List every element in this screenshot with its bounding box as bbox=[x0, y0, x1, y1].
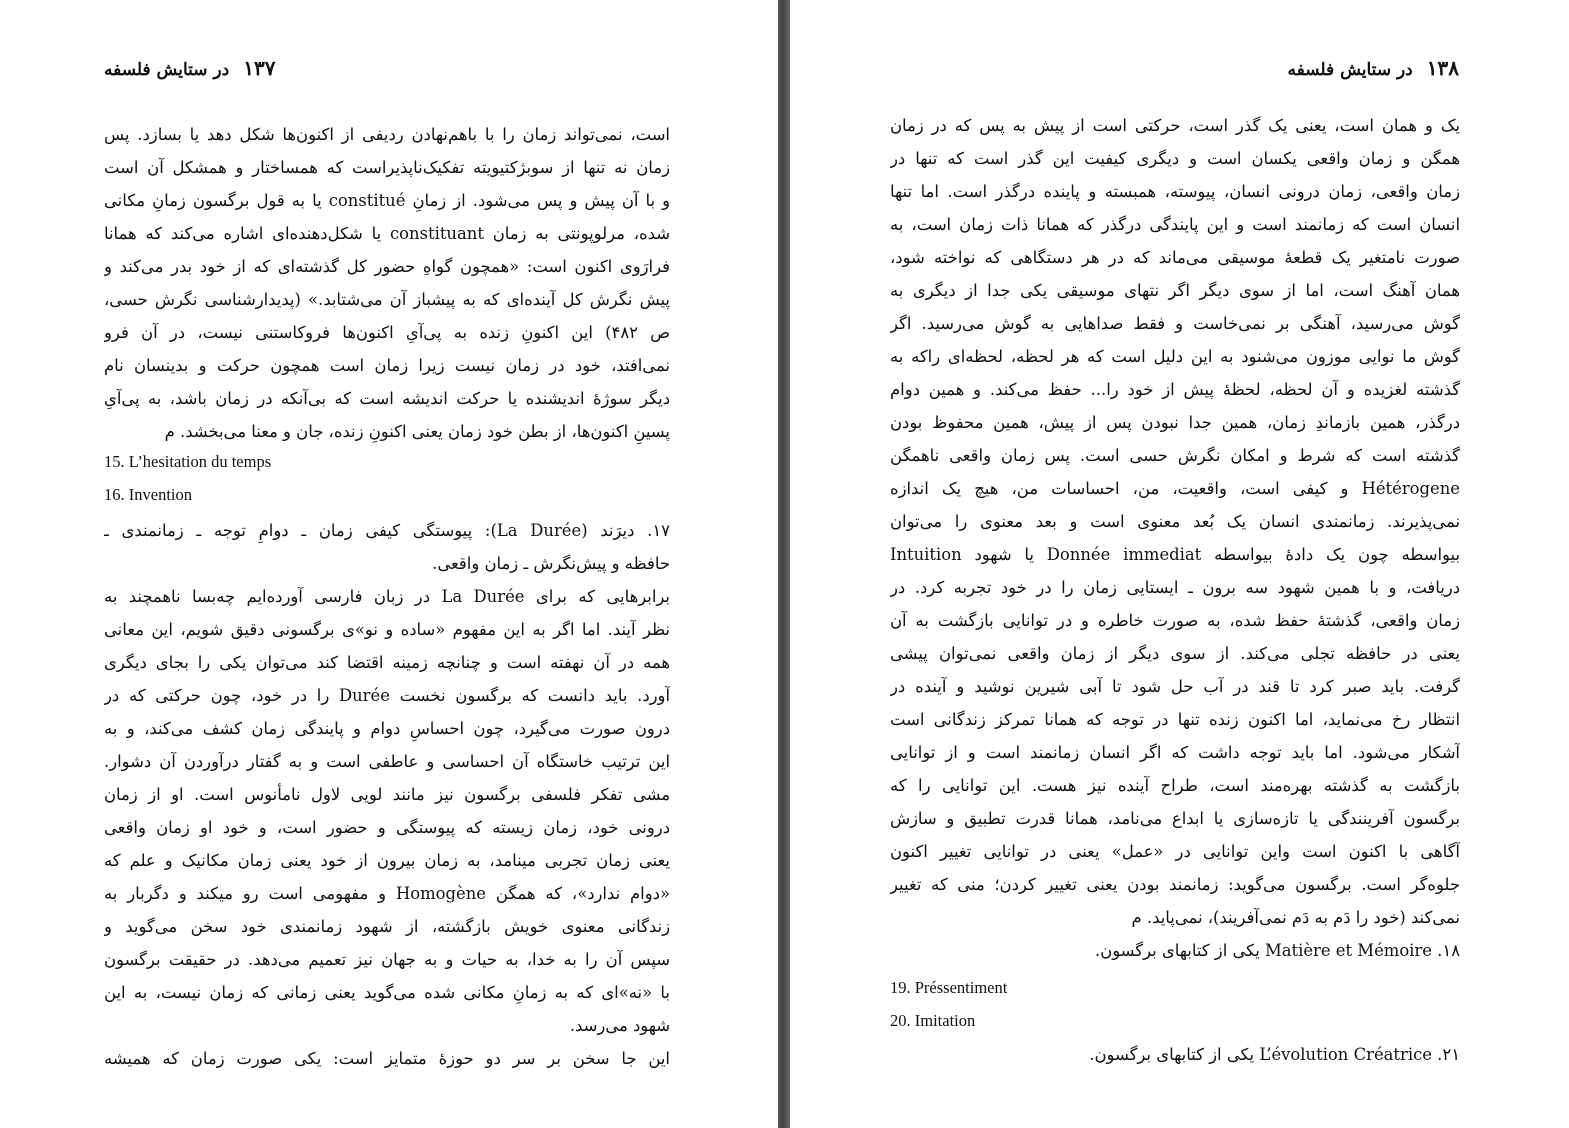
text-line: درون صورت می‌گیرد، چون احساسِ دوام و پایندگی زمان کشف می‌کند، و به bbox=[104, 719, 670, 738]
text-line: شده، مرلوپونتی به زمان constituant یا شکل‌دهنده‌ای اشاره می‌کند که همانا bbox=[104, 224, 670, 243]
running-title: در ستایش فلسفه bbox=[1287, 60, 1413, 80]
text-line: این ترتیب خاستگاه آن احساسی و عاطفی است و به گفتار درآوردن آن دشوار. bbox=[104, 752, 670, 771]
running-title: در ستایش فلسفه bbox=[104, 60, 230, 80]
text-line: همگن و زمان واقعی یکسان است و دیگری کیفیت این گذر است که تنها در bbox=[890, 149, 1460, 168]
text-line: برابرهایی که برای La Durée در زبان فارسی آورده‌ایم چه‌بسا ناهمچند به bbox=[104, 587, 670, 606]
footnote-line: 20. Imitation bbox=[890, 1011, 976, 1030]
text-line: و با آن پیش و پس می‌شود. از زمانِ constitué یا به قول برگسون زمانِ مکانی bbox=[104, 191, 670, 210]
text-line: زمان واقعی، گذشتهٔ حفظ شده، به صورت خاطره و در توانایی بازگشت به آن bbox=[890, 611, 1460, 630]
left-page bbox=[0, 0, 778, 1128]
text-line: آگاهی با اکنون است واین توانایی در «عمل» یعنی در توانایی تغییر اکنون bbox=[890, 842, 1460, 861]
text-line: انتظار رخ می‌نماید، اما اکنون زنده تنها در توجه که همانا تمرکز زندگانی است bbox=[890, 710, 1460, 729]
text-line: است، نمی‌تواند زمان را با باهم‌نهادن ردیفی از اکنون‌ها شکل دهد یا بسازد. پس bbox=[104, 125, 670, 144]
text-line: دریافت، و با همین شهود سه برون ـ ایستایی زمان را در خود تجربه کرد. در bbox=[890, 578, 1460, 597]
text-line: همه در آن نهفته است و چنانچه زمینه اقتضا کند می‌توان یکی را بجای دیگری bbox=[104, 653, 670, 672]
book-gutter bbox=[778, 0, 790, 1128]
page-number: ۱۳۸ bbox=[1426, 56, 1459, 80]
text-line: زمان نه تنها از سوبژکتیویته تفکیک‌ناپذیراست که همساختار و همشکل آن است bbox=[104, 158, 670, 177]
footnote-line: ۱۷. دیرَند (La Durée): پیوستگی کیفی زمان ـ دوامِ توجه ـ زمانمندی ـ bbox=[104, 521, 670, 540]
text-line: همان آهنگ است، اما از سوی دیگر اگر نتهای موسیقی یکی جدا از دیگری به bbox=[890, 281, 1460, 300]
page-header bbox=[104, 56, 275, 80]
text-line: برگسون آفرینندگی یا تازه‌سازی یا ابداع می‌نامد، همانا قدرت تطبیق و سازش bbox=[890, 809, 1460, 828]
footnote-line: ۱۸. Matière et Mémoire یکی از کتابهای برگسون. bbox=[1094, 941, 1460, 960]
text-line: نمی‌کند (خود را دَم به دَم نمی‌آفریند)، نمی‌پاید. م bbox=[1131, 908, 1460, 927]
footnote-line: 19. Préssentiment bbox=[890, 978, 1008, 997]
footnote-line: ۲۱. L’évolution Créatrice یکی از کتابهای برگسون. bbox=[1089, 1045, 1460, 1064]
text-line: پیش نگرش کل آینده‌ای که به پیشباز آن می‌شتابد.» (پدیدارشناسی نگرش حسی، bbox=[104, 290, 670, 309]
text-line: گوش ما نوایی موزون می‌شنود به این دلیل است که هر لحظه، لحظه‌ای راکه به bbox=[890, 347, 1460, 366]
text-line: گذشته است که شرط و امکان نگرش حسی است. پس زمان واقعی ناهمگن bbox=[890, 446, 1460, 465]
text-line: زمان واقعی، زمان درونی انسان، پیوسته، همبسته و پاینده درگذر است. اما تنها bbox=[890, 182, 1460, 201]
footnote-line: 16. Invention bbox=[104, 485, 192, 504]
text-line: یعنی زمان تجربی مینامد، به زمان بیرون از خود یعنی زمان مکانیک و علم که bbox=[104, 851, 670, 870]
page-number: ۱۳۷ bbox=[243, 56, 276, 80]
text-line: بازگشت به گذشته بهره‌مند است، طراح آینده نیز هست. این توانایی را که bbox=[890, 776, 1460, 795]
text-line: انسان است که زمانمند است و این پایندگی درگذر که همانا ذات زمان است، به bbox=[890, 215, 1460, 234]
text-line: آورد. باید دانست که برگسون نخست Durée را در خود، چون حرکتی که در bbox=[104, 686, 670, 705]
text-line: Hétérogene و کیفی است، واقعیت، من، احساسات من، هیچ یک اندازه bbox=[890, 479, 1460, 498]
text-line: نظر آیند. اما اگر به این مفهوم «ساده و نو»ی برگسونی دقیق شویم، این معانی bbox=[104, 620, 670, 639]
text-line: یک و همان است، یعنی یک گذر است، حرکتی است از پیش به پس که در زمان bbox=[890, 116, 1460, 135]
text-line: نمی‌پذیرند. زمانمندی انسان یک بُعد معنوی است و بعد معنوی را می‌توان bbox=[890, 512, 1460, 531]
footnote-line: حافظه و پیش‌نگرش ـ زمان واقعی. bbox=[432, 554, 670, 573]
text-line: گذشته لغزیده و آن لحظه، لحظهٔ پیش از خود را... حفظ می‌کند. و همین دوام bbox=[890, 380, 1460, 399]
text-line: بیواسطه چون یک دادهٔ بیواسطه Donnée immediat یا شهود Intuition bbox=[890, 545, 1460, 564]
text-line: مشی تفکر فلسفی برگسون نیز مانند لویی لاول نامأنوس است. او از زمان bbox=[104, 785, 670, 804]
footnote-line: 15. L’hesitation du temps bbox=[104, 452, 272, 471]
text-line: این جا سخن بر سر دو حوزهٔ متمایز است: یکی صورت زمان که همیشه bbox=[104, 1049, 670, 1068]
page-header bbox=[1288, 56, 1459, 80]
text-line: گرفت. باید صبر کرد تا قند در آب حل شود تا آبی شیرین نوشید و آینده در bbox=[890, 677, 1460, 696]
text-line: نمی‌افتد، خود در زمان نیست زیرا زمان است همچون حرکت و بدینسان نام bbox=[104, 356, 670, 375]
text-line: درونی خود، زمان زیسته که پیوستگی و حضور است، و خود او زمان واقعی bbox=[104, 818, 670, 837]
right-page bbox=[790, 0, 1569, 1128]
text-line: زندگانی معنوی خویش بازگشته، از شهود زمانمندی خود سخن می‌گوید و bbox=[104, 917, 670, 936]
text-line: آشکار می‌شود. اما باید توجه داشت که اگر انسان زمانمند است و از توانایی bbox=[890, 743, 1460, 762]
text-line: پسینِ اکنون‌ها، از بطن خود زمان یعنی اکنونِ زنده، جان و معنا می‌بخشد. م bbox=[164, 422, 670, 441]
text-line: «دوام ندارد»، که همگن Homogène و مفهومی است رو میکند و دگربار به bbox=[104, 884, 670, 903]
text-line: سپس آن را به خدا، به حیات و به جهان نیز تعمیم می‌دهد. در حقیقت برگسون bbox=[104, 950, 670, 969]
text-line: دیگر سوژهٔ اندیشنده یا حرکت اندیشه است که بی‌آنکه در زمان باشد، به پی‌آیِ bbox=[104, 389, 670, 408]
text-line: درگذر، همین بازماندِ زمان، همین جدا نبودن پس از پیش، همین محفوظ بودن bbox=[890, 413, 1460, 432]
text-line: با «نه»ای که به زمانِ مکانی شده می‌گوید یعنی زمانی که زمان نیست، به این bbox=[104, 983, 670, 1002]
text-line: جلوه‌گر است. برگسون می‌گوید: زمانمند بودن یعنی تغییر کردن؛ منی که تغییر bbox=[890, 875, 1460, 894]
text-line: شهود می‌رسد. bbox=[569, 1016, 670, 1035]
text-line: صورت نامتغیر یک قطعهٔ موسیقی می‌ماند که در هر دستگاهی که نواخته شود، bbox=[890, 248, 1460, 267]
text-line: یعنی در حافظه تجلی می‌کند. از سوی دیگر از زمان واقعی نمی‌توان پیشی bbox=[890, 644, 1460, 663]
text-line: گوش می‌رسید، آهنگی بر نمی‌خاست و فقط صداهایی به گوش می‌رسید. اگر bbox=[890, 314, 1460, 333]
text-line: فرارَوی اکنون است: «همچون گواهِ حضور کل گذشته‌ای که از خود بدر می‌کند و bbox=[104, 257, 670, 276]
text-line: ص ۴۸۲) این اکنونِ زنده به پی‌آیِ اکنون‌ها فروکاستنی نیست، در آن فرو bbox=[104, 323, 670, 342]
